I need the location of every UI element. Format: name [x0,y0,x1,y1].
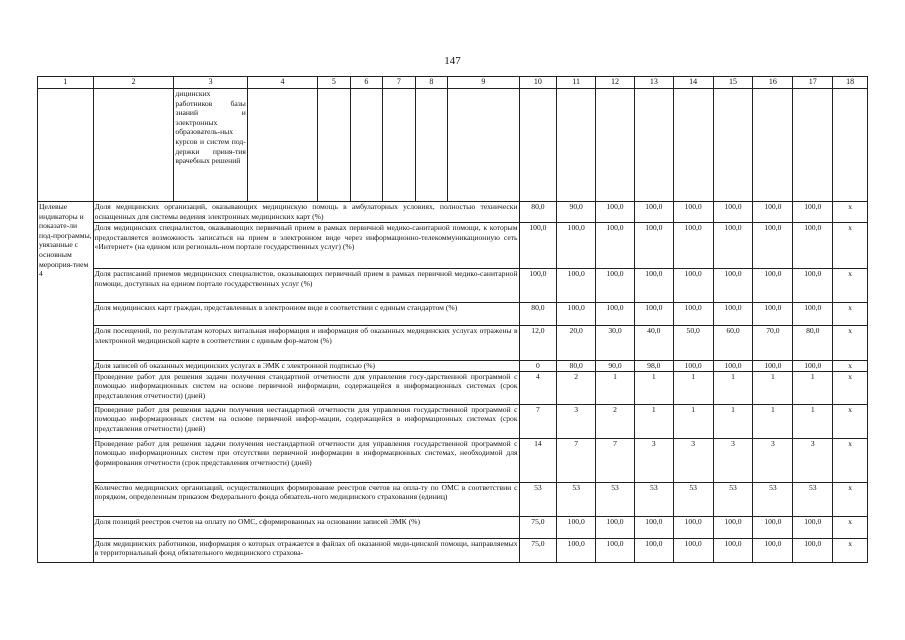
indicator-value: 100,0 [753,538,793,562]
indicator-value: 100,0 [753,516,793,538]
continuation-row [38,89,868,202]
column-number: 10 [519,77,557,89]
indicator-value: 100,0 [634,303,673,326]
indicator-value: 100,0 [557,223,596,269]
column-number: 4 [247,77,317,89]
table-row [38,269,868,303]
indicator-value: 100,0 [713,303,753,326]
indicator-mark: x [833,516,868,538]
indicator-value: 1 [596,371,635,404]
indicator-value: 3 [634,438,673,482]
indicator-value: 1 [753,371,793,404]
indicator-value: 100,0 [596,516,635,538]
indicator-value: 100,0 [634,223,673,269]
table-row [38,202,868,223]
indicator-name: Доля расписаний приемов медицинских специалистов, оказывающих первичный прием в рамках первичной медико-санитарной помощи, доступных на едином портале государственных услуг (%) [93,269,519,303]
indicator-value: 100,0 [713,202,753,223]
table-row [38,371,868,404]
indicator-value: 70,0 [753,326,793,361]
indicator-value: 53 [713,482,753,516]
indicator-name: Проведение работ для решения задачи получения стандартной отчетности для управления госу-дарственной программой с помощью информационных систем на основе первичной информации, содержащейся в информационных системах (срок представления отчетности) (дней) [93,371,519,404]
indicator-value: 100,0 [713,223,753,269]
indicator-value: 1 [753,404,793,438]
indicator-value: 3 [793,438,833,482]
indicator-value: 100,0 [753,303,793,326]
indicator-value: 4 [519,371,557,404]
indicator-value: 100,0 [713,361,753,372]
indicator-name: Доля медицинских карт граждан, представленных в электронном виде в соответствии с единым стандартом (%) [93,303,519,326]
indicator-value: 100,0 [596,269,635,303]
indicator-value: 90,0 [557,202,596,223]
table-row [38,361,868,372]
column-number: 13 [634,77,673,89]
indicator-name: Доля позиций реестров счетов на оплату по ОМС, сформированных на основании записей ЭМК (%) [93,516,519,538]
cell-col1 [38,89,94,202]
indicator-value: 3 [753,438,793,482]
column-number: 16 [753,77,793,89]
indicator-value: 100,0 [793,516,833,538]
column-number: 2 [93,77,174,89]
column-number: 9 [448,77,519,89]
indicator-value: 80,0 [519,202,557,223]
indicator-value: 0 [519,361,557,372]
column-number: 7 [383,77,416,89]
indicator-value: 100,0 [557,269,596,303]
indicator-name: Доля записей об оказанных медицинских услугах в ЭМК с электронной подписью (%) [93,361,519,372]
indicator-value: 7 [596,438,635,482]
indicator-value: 3 [713,438,753,482]
indicator-value: 100,0 [793,202,833,223]
indicator-mark: x [833,482,868,516]
indicator-value: 2 [596,404,635,438]
indicator-value: 7 [519,404,557,438]
indicator-value: 90,0 [596,361,635,372]
indicator-value: 53 [519,482,557,516]
continuation-text: дицинских работников базы знаний и электронных образователь-ных курсов и систем под-держки приня-тия врачебных решений [174,89,247,202]
indicator-value: 100,0 [634,202,673,223]
indicator-value: 1 [793,371,833,404]
indicator-value: 100,0 [753,223,793,269]
column-number: 11 [557,77,596,89]
column-number: 1 [38,77,94,89]
indicator-value: 14 [519,438,557,482]
indicator-mark: x [833,269,868,303]
indicator-value: 100,0 [753,361,793,372]
table-row [38,404,868,438]
indicator-value: 53 [753,482,793,516]
column-number: 8 [415,77,448,89]
indicators-table [37,76,868,563]
indicator-mark: x [833,326,868,361]
indicator-value: 100,0 [596,538,635,562]
indicator-value: 3 [557,404,596,438]
table-row [38,538,868,562]
indicator-value: 53 [793,482,833,516]
indicator-value: 98,0 [634,361,673,372]
indicator-value: 100,0 [793,303,833,326]
indicator-value: 30,0 [596,326,635,361]
indicator-value: 100,0 [634,516,673,538]
indicator-value: 100,0 [793,361,833,372]
indicator-mark: x [833,438,868,482]
indicator-value: 12,0 [519,326,557,361]
indicator-value: 100,0 [753,202,793,223]
indicator-value: 3 [673,438,713,482]
cell-col2 [93,89,174,202]
indicator-value: 100,0 [793,223,833,269]
indicator-mark: x [833,404,868,438]
indicator-value: 100,0 [634,269,673,303]
indicator-value: 1 [713,371,753,404]
indicator-value: 80,0 [557,361,596,372]
indicator-value: 100,0 [557,303,596,326]
indicator-value: 100,0 [557,516,596,538]
column-number: 12 [596,77,635,89]
header-row [38,77,868,89]
indicator-name: Проведение работ для решения задачи получения нестандартной отчетности для управления государственной программой с помощью информационных систем на основе первичной инфор-мации, содержащейся в информационных системах (срок представления отчетности) (дней) [93,404,519,438]
indicator-value: 100,0 [673,303,713,326]
indicator-name: Доля медицинских организаций, оказывающих медицинскую помощь в амбулаторных условиях, полностью технически оснащенных для системы ведения электронных медицинских карт (%) [94,202,518,221]
indicator-value: 100,0 [713,269,753,303]
column-number: 18 [833,77,868,89]
indicator-value: 100,0 [793,269,833,303]
indicator-value: 7 [557,438,596,482]
indicator-value: 100,0 [713,538,753,562]
page-number: 147 [444,55,461,67]
indicator-value: 2 [557,371,596,404]
column-number: 15 [713,77,753,89]
column-number: 6 [350,77,383,89]
table-row [38,223,868,269]
indicator-value: 100,0 [634,538,673,562]
indicator-value: 53 [596,482,635,516]
indicator-value: 100,0 [673,223,713,269]
indicator-value: 40,0 [634,326,673,361]
indicator-value: 100,0 [519,223,557,269]
indicator-mark: x [833,361,868,372]
indicator-name: Доля медицинских работников, информация о которых отражается в файлах об оказанной меди-цинской помощи, направляемых в территориальный фонд обязательного медицинского страхова- [93,538,519,562]
indicator-value: 80,0 [519,303,557,326]
indicator-name: Доля медицинских специалистов, оказывающих первичный прием в рамках первичной медико-санитарной помощи, к которым предоставляется возможность записаться на прием в электронном виде через информационно-телекоммуникационную сеть «Интернет» (на едином или региональ-ном портале государственных услуг) (%) [93,223,519,269]
indicator-value: 100,0 [519,269,557,303]
indicator-mark: x [833,223,868,269]
column-number: 17 [793,77,833,89]
indicator-name: Доля посещений, по результатам которых витальная информация и информация об оказанных медицинских услугах отражены в электронной медицинской карте в соответствии с единым фор-матом (%) [93,326,519,361]
indicator-mark: x [833,202,868,223]
indicator-value: 100,0 [673,538,713,562]
section-label: Целевые индикаторы и показате-ли под-программы, увязанные с основным мероприя-тием 4 [38,202,94,563]
column-number: 14 [673,77,713,89]
indicator-mark: x [833,538,868,562]
indicator-value: 1 [634,404,673,438]
indicator-value: 100,0 [557,538,596,562]
indicator-value: 53 [634,482,673,516]
indicator-value: 100,0 [673,202,713,223]
indicator-name: Количество медицинских организаций, осуществляющих формирование реестров счетов на опла-ту по ОМС в соответствии с порядком, определенным приказом Федерального фонда обязатель-ного медицинского страхования (единиц) [93,482,519,516]
table-row [38,303,868,326]
indicator-value: 100,0 [753,269,793,303]
indicator-value: 100,0 [596,223,635,269]
indicator-value: 100,0 [793,538,833,562]
table-row [38,438,868,482]
indicator-value: 100,0 [673,516,713,538]
indicator-value: 100,0 [596,303,635,326]
indicator-value: 60,0 [713,326,753,361]
indicator-value: 100,0 [596,202,635,223]
indicator-mark: x [833,371,868,404]
indicator-value: 100,0 [673,361,713,372]
indicator-value: 50,0 [673,326,713,361]
indicator-value: 100,0 [673,269,713,303]
indicator-value: 75,0 [519,516,557,538]
indicator-value: 1 [634,371,673,404]
indicator-value: 75,0 [519,538,557,562]
indicator-value: 1 [793,404,833,438]
indicator-value: 80,0 [793,326,833,361]
indicator-value: 1 [673,404,713,438]
column-number: 5 [318,77,351,89]
table-row [38,516,868,538]
table-row [38,482,868,516]
indicator-value: 20,0 [557,326,596,361]
indicator-value: 1 [673,371,713,404]
indicator-name: Проведение работ для решения задачи получения нестандартной отчетности для управления государственной программой с помощью информационных систем при отсутствии первичной информации в информационных системах, необходимой для формирования отчетности (срок представления отчетности) (дней) [93,438,519,482]
indicator-value: 1 [713,404,753,438]
table-row [38,326,868,361]
indicator-mark: x [833,303,868,326]
column-number: 3 [174,77,247,89]
indicator-value: 53 [673,482,713,516]
indicator-value: 53 [557,482,596,516]
indicator-value: 100,0 [713,516,753,538]
